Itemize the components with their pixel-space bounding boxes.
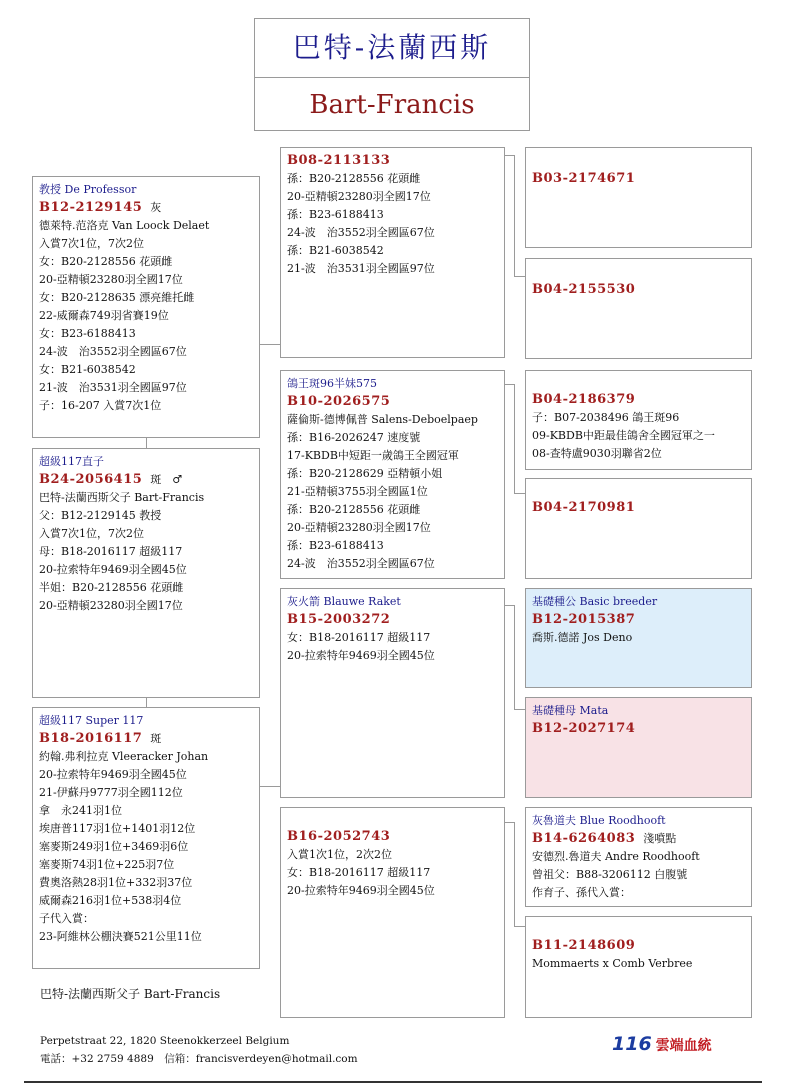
dam-ring-number: B18-2016117 <box>39 731 143 746</box>
connector <box>514 605 515 710</box>
breeder-phone-email: 電話：+32 2759 4889 信箱：francisverdeyen@hotmail.com <box>40 1053 358 1065</box>
grandparent-line: 20-拉索特年9469羽全國45位 <box>287 649 435 662</box>
sire-line: 女：B23-6188413 <box>39 327 136 340</box>
grandparent-line: 女：B18-2016117 超級117 <box>287 631 431 644</box>
breeder-name: 巴特-法蘭西斯父子 Bart-Francis <box>40 987 221 1001</box>
great-grandparent-line: Mommaerts x Comb Verbree <box>532 957 693 970</box>
great-grandparent-card <box>525 478 752 579</box>
grandparent-line: 入賞1次1位，2次2位 <box>287 848 392 861</box>
great-grandparent-ring-number: B04-2186379 <box>532 392 636 407</box>
title-english: Bart-Francis <box>309 90 475 120</box>
great-grandparent-label: 基礎種公 Basic breeder <box>532 595 658 608</box>
grandparent-line: 20-亞精頓23280羽全國17位 <box>287 190 431 203</box>
great-grandparent-line: 喬斯.德諾 Jos Deno <box>532 631 633 644</box>
grandparent-ring-number: B10-2026575 <box>287 394 391 409</box>
great-grandparent-label: 灰魯道夫 Blue Roodhooft <box>532 814 666 827</box>
sire-color: 灰 <box>150 201 162 214</box>
subject-color-sex: 斑 ♂ <box>150 473 183 486</box>
grandparent-card <box>280 588 505 798</box>
grandparent-line: 孫：B16-2026247 速度號 <box>287 431 421 444</box>
grandparent-card <box>280 370 505 579</box>
connector <box>259 344 281 345</box>
sire-label: 教授 De Professor <box>39 183 137 196</box>
great-grandparent-card <box>525 258 752 359</box>
subject-line: 半姐：B20-2128556 花頭雌 <box>39 581 184 594</box>
breeder-contact <box>40 1032 358 1068</box>
sire-line: 入賞7次1位，7次2位 <box>39 237 144 250</box>
grandparent-card <box>280 147 505 358</box>
great-grandparent-ring-number: B04-2155530 <box>532 282 636 297</box>
great-grandparent-card <box>525 147 752 248</box>
dam-line: 21-伊蘇丹9777羽全國112位 <box>39 786 183 799</box>
dam-line: 23-阿維林公棚決賽521公里11位 <box>39 930 202 943</box>
grandparent-line: 孫：B23-6188413 <box>287 208 384 221</box>
grandparent-line: 24-波 治3552羽全國區67位 <box>287 557 435 570</box>
grandparent-ring-number: B15-2003272 <box>287 612 391 627</box>
connector <box>259 786 281 787</box>
subject-card <box>32 448 260 698</box>
sire-line: 21-波 治3531羽全國區97位 <box>39 381 187 394</box>
subject-line: 父：B12-2129145 教授 <box>39 509 162 522</box>
grandparent-line: 21-波 治3531羽全國區97位 <box>287 262 435 275</box>
grandparent-line: 女：B18-2016117 超級117 <box>287 866 431 879</box>
sire-card <box>32 176 260 438</box>
great-grandparent-line: 作育子、孫代入賞： <box>532 886 631 899</box>
great-grandparent-card <box>525 588 752 688</box>
grandparent-line: 17-KBDB中短距一歲鴿王全國冠軍 <box>287 449 459 462</box>
grandparent-card <box>280 807 505 1018</box>
sire-line: 24-波 治3552羽全國區67位 <box>39 345 187 358</box>
sire-ring-number: B12-2129145 <box>39 200 143 215</box>
connector <box>146 437 147 448</box>
grandparent-line: 20-拉索特年9469羽全國45位 <box>287 884 435 897</box>
subject-label: 超級117直子 <box>39 455 104 468</box>
grandparent-line: 孫：B20-2128629 亞精頓小姐 <box>287 467 443 480</box>
great-grandparent-ring-number: B03-2174671 <box>532 171 636 186</box>
title-chinese: 巴特-法蘭西斯 <box>255 19 529 78</box>
great-grandparent-card <box>525 916 752 1018</box>
great-grandparent-ring-number: B14-6264083 <box>532 831 636 846</box>
connector <box>514 822 515 927</box>
great-grandparent-line: 09-KBDB中距最佳鴿舍全國冠軍之一 <box>532 429 715 442</box>
great-grandparent-ring-number: B12-2015387 <box>532 612 636 627</box>
sire-line: 20-亞精頓23280羽全國17位 <box>39 273 183 286</box>
great-grandparent-line: 安德烈.魯道夫 Andre Roodhooft <box>532 850 700 863</box>
connector <box>146 697 147 707</box>
subject-ring-number: B24-2056415 <box>39 472 143 487</box>
dam-color: 斑 <box>150 732 162 745</box>
grandparent-ring-number: B08-2113133 <box>287 153 391 168</box>
great-grandparent-card <box>525 370 752 470</box>
great-grandparent-color: 淺噴點 <box>643 832 677 845</box>
sire-line: 女：B20-2128556 花頭雌 <box>39 255 173 268</box>
subject-line: 巴特-法蘭西斯父子 Bart-Francis <box>39 491 205 504</box>
grandparent-line: 孫：B20-2128556 花頭雌 <box>287 172 421 185</box>
great-grandparent-line: 子：B07-2038496 鴿王斑96 <box>532 411 680 424</box>
breeder-address: Perpetstraat 22, 1820 Steenokkerzeel Belgium <box>40 1035 290 1047</box>
dam-line: 費奧洛熱28羽1位+332羽37位 <box>39 876 193 889</box>
grandparent-label: 鴿王斑96半妹575 <box>287 377 377 390</box>
dam-label: 超級117 Super 117 <box>39 714 144 727</box>
sire-line: 女：B21-6038542 <box>39 363 136 376</box>
great-grandparent-line: 08-查特盧9030羽聯省2位 <box>532 447 662 460</box>
grandparent-line: 20-亞精頓23280羽全國17位 <box>287 521 431 534</box>
logo-text: 雲端血統 <box>655 1038 712 1054</box>
dam-line: 威爾森216羽1位+538羽4位 <box>39 894 182 907</box>
great-grandparent-card <box>525 697 752 798</box>
sire-line: 德萊特.范洛克 Van Loock Delaet <box>39 219 210 232</box>
subject-line: 20-拉索特年9469羽全國45位 <box>39 563 187 576</box>
logo-number: 116 <box>612 1033 652 1055</box>
title-box <box>254 18 530 131</box>
dam-line: 埃唐普117羽1位+1401羽12位 <box>39 822 196 835</box>
grandparent-label: 灰火箭 Blauwe Raket <box>287 595 401 608</box>
dam-line: 塞麥斯74羽1位+225羽7位 <box>39 858 175 871</box>
dam-card <box>32 707 260 969</box>
dam-line: 20-拉索特年9469羽全國45位 <box>39 768 187 781</box>
great-grandparent-ring-number: B11-2148609 <box>532 938 636 953</box>
great-grandparent-line: 曾祖父：B88-3206112 白腹號 <box>532 868 688 881</box>
bottom-divider <box>24 1081 762 1083</box>
dam-line: 塞麥斯249羽1位+3469羽6位 <box>39 840 189 853</box>
grandparent-line: 薩倫斯-德博佩普 Salens-Deboelpaep <box>287 413 478 426</box>
grandparent-ring-number: B16-2052743 <box>287 829 391 844</box>
connector <box>514 384 515 494</box>
sire-line: 子：16-207 入賞7次1位 <box>39 399 162 412</box>
grandparent-line: 孫：B21-6038542 <box>287 244 384 257</box>
dam-line: 約翰.弗利拉克 Vleeracker Johan <box>39 750 209 763</box>
sire-line: 22-威爾森749羽省賽19位 <box>39 309 169 322</box>
great-grandparent-card <box>525 807 752 907</box>
brand-logo <box>612 1033 712 1055</box>
great-grandparent-ring-number: B12-2027174 <box>532 721 636 736</box>
great-grandparent-label: 基礎種母 Mata <box>532 704 609 717</box>
dam-line: 子代入賞： <box>39 912 94 925</box>
dam-line: 拿 永241羽1位 <box>39 804 122 817</box>
subject-line: 入賞7次1位，7次2位 <box>39 527 144 540</box>
grandparent-line: 21-亞精頓3755羽全國區1位 <box>287 485 428 498</box>
grandparent-line: 孫：B23-6188413 <box>287 539 384 552</box>
connector <box>514 155 515 277</box>
great-grandparent-ring-number: B04-2170981 <box>532 500 636 515</box>
sire-line: 女：B20-2128635 漂亮維托雌 <box>39 291 195 304</box>
subject-line: 母：B18-2016117 超級117 <box>39 545 183 558</box>
grandparent-line: 24-波 治3552羽全國區67位 <box>287 226 435 239</box>
grandparent-line: 孫：B20-2128556 花頭雌 <box>287 503 421 516</box>
subject-line: 20-亞精頓23280羽全國17位 <box>39 599 183 612</box>
